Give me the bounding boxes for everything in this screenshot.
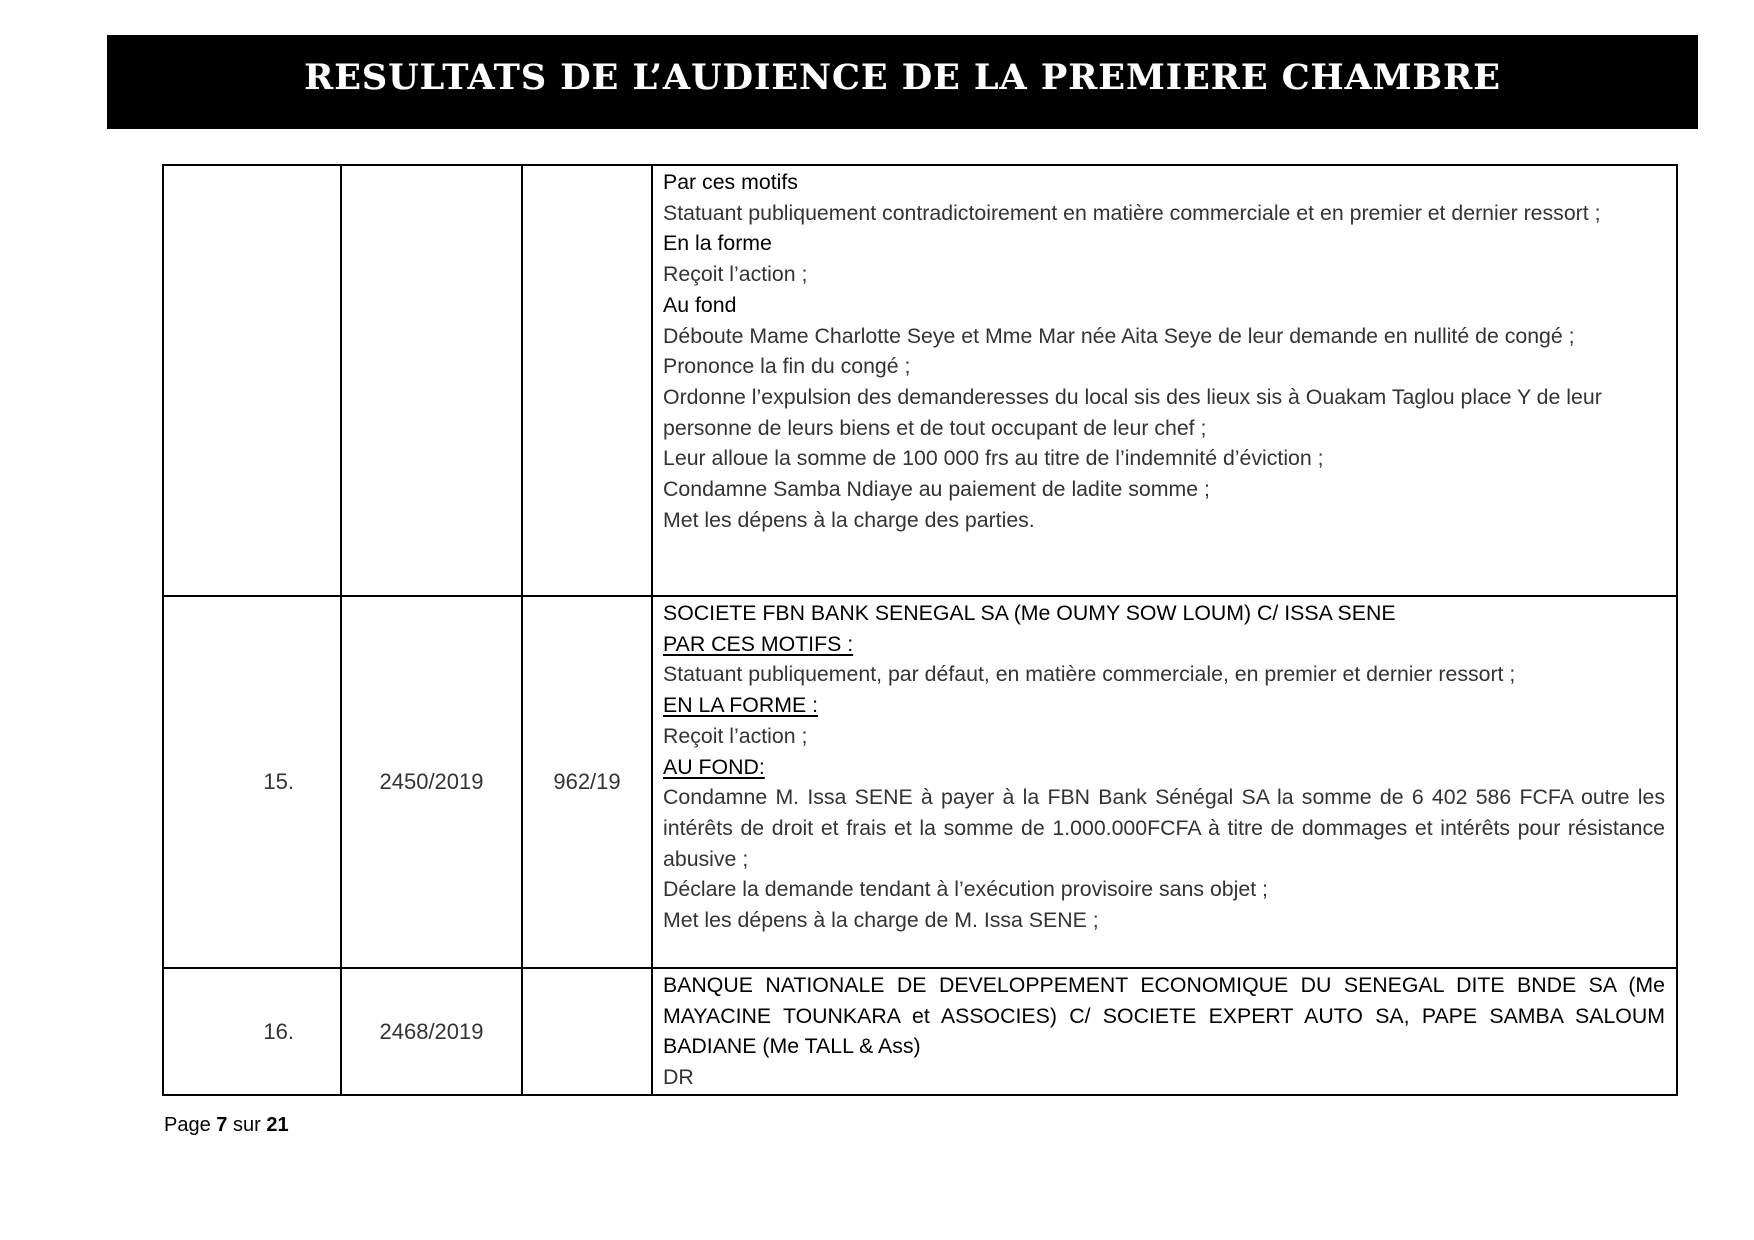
page-label: Page: [164, 1114, 211, 1136]
case-number-cell: 16.: [163, 968, 341, 1095]
decision-text-cell: [652, 968, 1677, 1095]
rg-number-cell: 2468/2019: [341, 968, 522, 1095]
decision-line: Reçoit l’action ;: [663, 262, 808, 287]
decision-line: Déboute Mame Charlotte Seye et Mme Mar née Aita Seye de leur demande en nullité de congé ;: [663, 323, 1575, 348]
page-footer: [164, 1114, 289, 1137]
decision-heading: En la forme: [663, 231, 772, 256]
decision-line: Statuant publiquement, par défaut, en matière commerciale, en premier et dernier ressort ;: [663, 662, 1516, 687]
table-row: [163, 596, 1677, 968]
decision-text-cell: [652, 165, 1677, 596]
judgment-number-cell: 962/19: [522, 596, 652, 968]
decision-line: Prononce la fin du congé ;: [663, 354, 911, 379]
case-number-cell: [163, 165, 341, 596]
decision-heading: Au fond: [663, 292, 737, 317]
decision-line: Condamne M. Issa SENE à payer à la FBN Bank Sénégal SA la somme de 6 402 586 FCFA outre les intérêts de droit et frais et la somme de 1.000.000FCFA à titre de dommages et intérêts pour résistance abusive ;: [663, 785, 1665, 871]
decision-heading: Par ces motifs: [663, 170, 798, 194]
judgment-number-cell: [522, 968, 652, 1095]
judgment-number-cell: [522, 165, 652, 596]
results-table: [162, 164, 1678, 1096]
decision-heading: EN LA FORME :: [663, 693, 819, 718]
total-pages: 21: [266, 1114, 289, 1136]
decision-line: DR: [663, 1065, 694, 1090]
decision-line: Met les dépens à la charge des parties.: [663, 507, 1035, 532]
decision-heading: AU FOND:: [663, 754, 765, 779]
decision-line: Statuant publiquement contradictoirement en matière commerciale et en premier et dernier ressort ;: [663, 200, 1601, 225]
current-page: 7: [216, 1114, 228, 1136]
table-row: [163, 165, 1677, 596]
rg-number-cell: [341, 165, 522, 596]
header-banner: [107, 35, 1698, 129]
page-separator: sur: [232, 1114, 261, 1136]
case-number-cell: 15.: [163, 596, 341, 968]
decision-line: Condamne Samba Ndiaye au paiement de ladite somme ;: [663, 477, 1210, 502]
decision-line: Reçoit l’action ;: [663, 723, 808, 748]
case-parties: BANQUE NATIONALE DE DEVELOPPEMENT ECONOMIQUE DU SENEGAL DITE BNDE SA (Me MAYACINE TOUNKARA et ASSOCIES) C/ SOCIETE EXPERT AUTO SA, PAPE SAMBA SALOUM BADIANE (Me TALL & Ass): [663, 973, 1665, 1059]
page-title: RESULTATS DE L’AUDIENCE DE LA PREMIERE CHAMBRE: [304, 56, 1501, 98]
decision-line: Ordonne l’expulsion des demanderesses du local sis des lieux sis à Ouakam Taglou place Y de leur personne de leurs biens et de tout occupant de leur chef ;: [663, 384, 1602, 440]
decision-heading: PAR CES MOTIFS :: [663, 631, 854, 656]
case-parties: SOCIETE FBN BANK SENEGAL SA (Me OUMY SOW LOUM) C/ ISSA SENE: [663, 601, 1396, 625]
decision-text-cell: [652, 596, 1677, 968]
rg-number-cell: 2450/2019: [341, 596, 522, 968]
decision-line: Met les dépens à la charge de M. Issa SENE ;: [663, 908, 1099, 933]
decision-line: Déclare la demande tendant à l’exécution provisoire sans objet ;: [663, 877, 1268, 902]
table-row: [163, 968, 1677, 1095]
decision-line: Leur alloue la somme de 100 000 frs au titre de l’indemnité d’éviction ;: [663, 446, 1324, 471]
